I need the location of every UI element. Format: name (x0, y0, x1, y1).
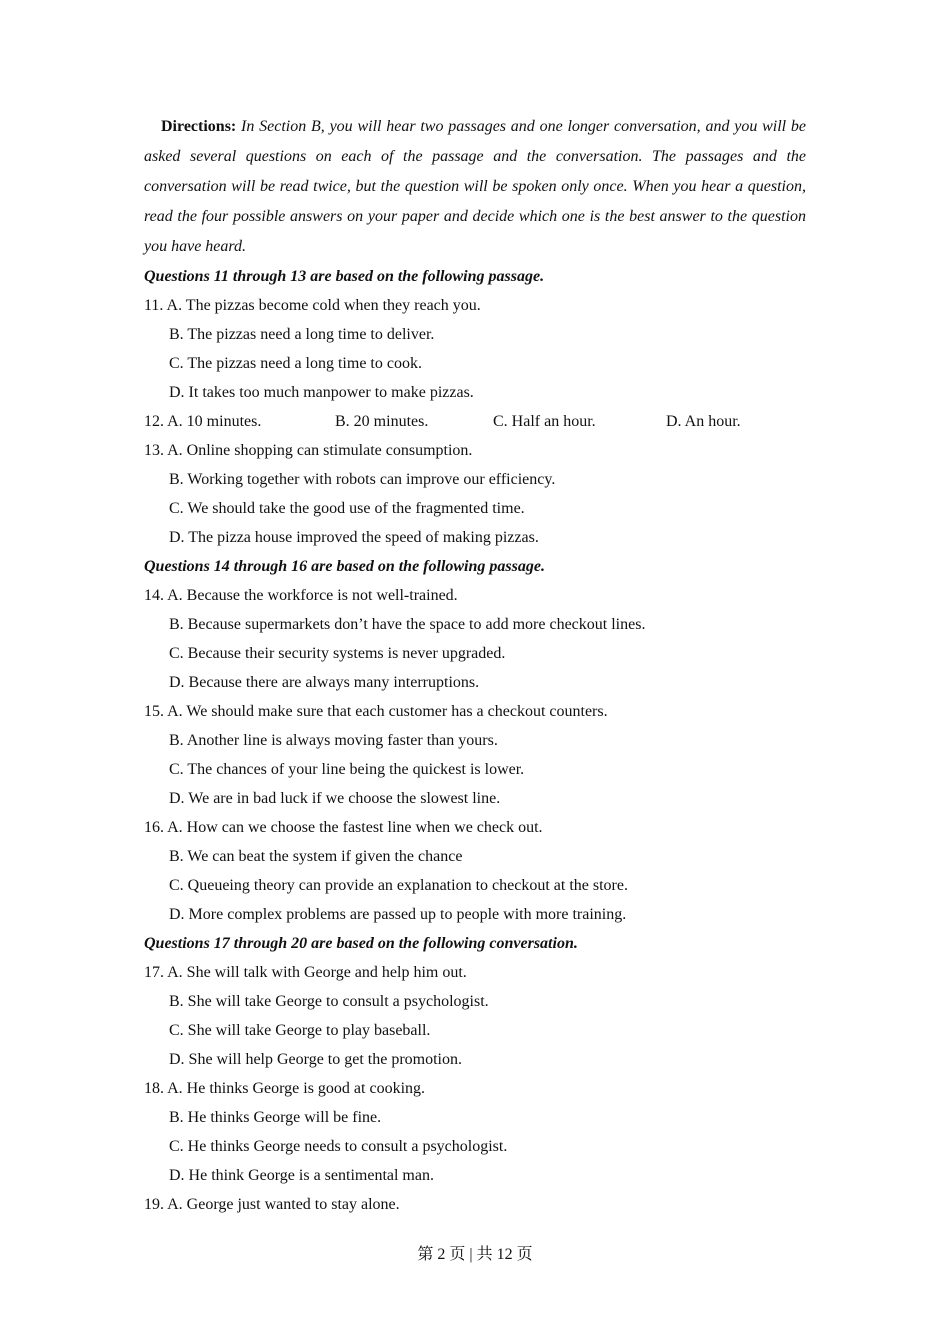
q14-option-d: D. Because there are always many interruptions. (169, 674, 480, 691)
section-heading-17-20: Questions 17 through 20 are based on the following conversation. (144, 935, 578, 952)
q19-option-a: 19. A. George just wanted to stay alone. (144, 1196, 400, 1213)
q18-option-a: 18. A. He thinks George is good at cooking. (144, 1080, 426, 1097)
q18-option-d: D. He think George is a sentimental man. (169, 1167, 434, 1184)
q18-option-c: C. He thinks George needs to consult a psychologist. (169, 1138, 508, 1155)
q17-option-d: D. She will help George to get the promotion. (169, 1051, 462, 1068)
q13-option-a: 13. A. Online shopping can stimulate consumption. (144, 442, 473, 459)
q17-option-a: 17. A. She will talk with George and help him out. (144, 964, 467, 981)
q11-option-d: D. It takes too much manpower to make pizzas. (169, 384, 474, 401)
q17-option-b: B. She will take George to consult a psychologist. (169, 993, 489, 1010)
section-heading-14-16: Questions 14 through 16 are based on the following passage. (144, 558, 545, 575)
q14-option-a: 14. A. Because the workforce is not well-trained. (144, 587, 458, 604)
q16-option-a: 16. A. How can we choose the fastest line when we check out. (144, 819, 543, 836)
directions-text: In Section B, you will hear two passages and one longer conversation, and you will be asked several questions on each of the passage and the conversation. The passages and the conversation will be read twice, but the question will be spoken only once. When you hear a question, read the four possible answers on your paper and decide which one is the best answer to the question you have heard. (144, 118, 807, 255)
q12-option-c: C. Half an hour. (493, 413, 596, 430)
q15-option-a: 15. A. We should make sure that each customer has a checkout counters. (144, 703, 608, 720)
q16-option-d: D. More complex problems are passed up to people with more training. (169, 906, 627, 923)
page-content (144, 112, 806, 1219)
q11-option-c: C. The pizzas need a long time to cook. (169, 355, 422, 372)
q11-option-b: B. The pizzas need a long time to deliver. (169, 326, 435, 343)
directions-lead: Directions: (161, 118, 237, 135)
q15-option-d: D. We are in bad luck if we choose the slowest line. (169, 790, 501, 807)
q14-option-c: C. Because their security systems is never upgraded. (169, 645, 506, 662)
page-footer: 第 2 页 | 共 12 页 (417, 1246, 533, 1263)
q16-option-b: B. We can beat the system if given the chance (169, 848, 463, 865)
q13-option-d: D. The pizza house improved the speed of making pizzas. (169, 529, 539, 546)
q11-option-a: 11. A. The pizzas become cold when they reach you. (144, 297, 481, 314)
q12-option-a: 12. A. 10 minutes. (144, 413, 262, 430)
q12-option-d: D. An hour. (666, 413, 741, 430)
q14-option-b: B. Because supermarkets don’t have the space to add more checkout lines. (169, 616, 646, 633)
q13-option-c: C. We should take the good use of the fragmented time. (169, 500, 525, 517)
q12-option-b: B. 20 minutes. (335, 413, 429, 430)
q15-option-b: B. Another line is always moving faster than yours. (169, 732, 498, 749)
q18-option-b: B. He thinks George will be fine. (169, 1109, 382, 1126)
q12-options-row (144, 407, 806, 436)
q17-option-c: C. She will take George to play baseball. (169, 1022, 431, 1039)
section-heading-11-13: Questions 11 through 13 are based on the following passage. (144, 268, 545, 285)
q15-option-c: C. The chances of your line being the quickest is lower. (169, 761, 525, 778)
directions-paragraph (144, 112, 806, 262)
q13-option-b: B. Working together with robots can improve our efficiency. (169, 471, 556, 488)
q16-option-c: C. Queueing theory can provide an explanation to checkout at the store. (169, 877, 628, 894)
